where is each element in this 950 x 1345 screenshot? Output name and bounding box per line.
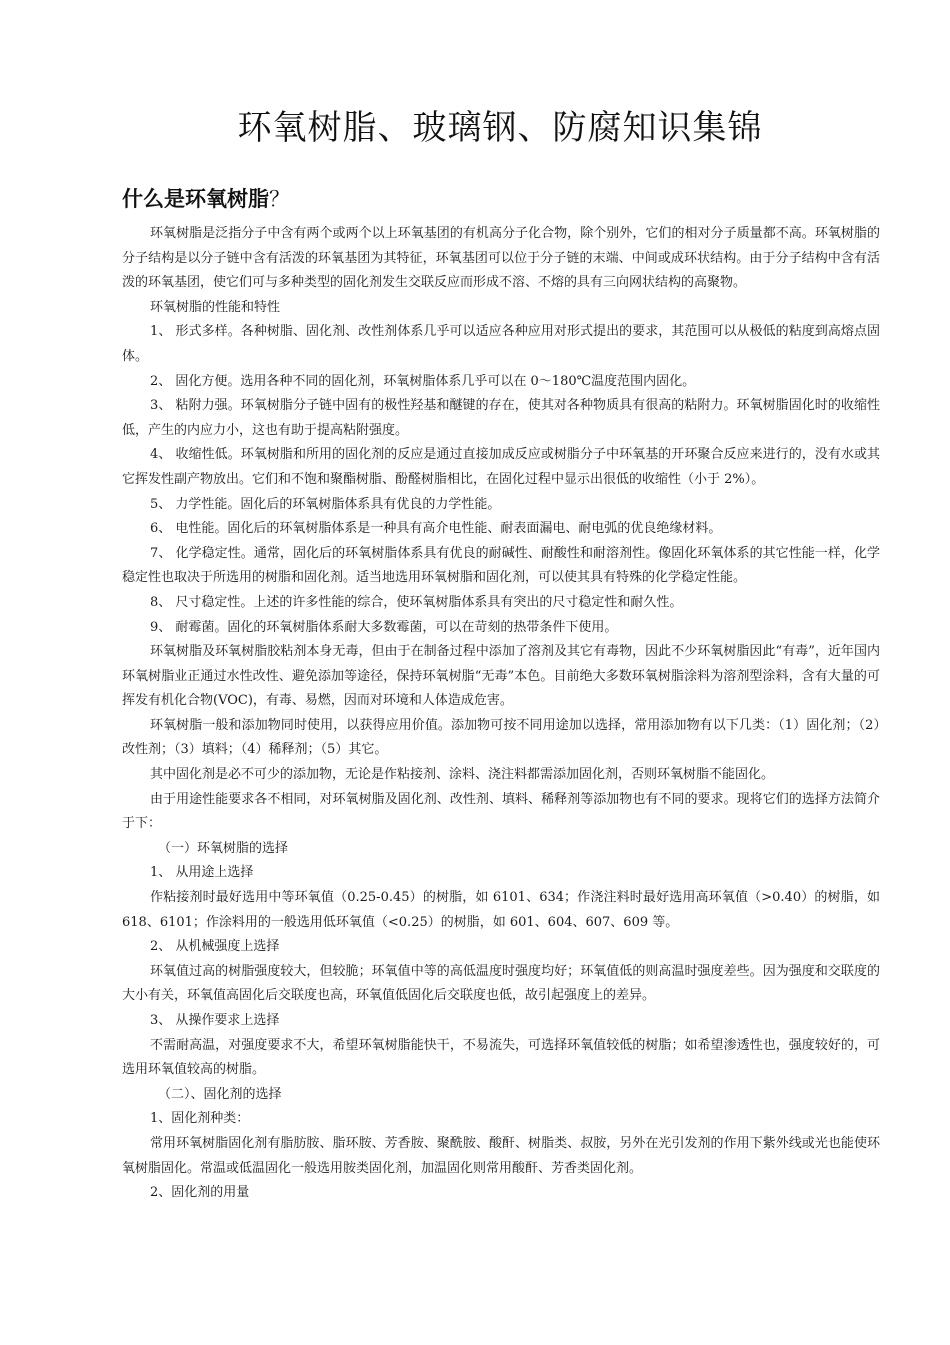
subheading-by-strength: 2、 从机械强度上选择 — [150, 939, 280, 955]
section-heading-mark: ？ — [269, 187, 290, 211]
document-title: 环氧树脂、玻璃钢、防腐知识集锦 — [237, 108, 763, 148]
paragraph-property-5: 5、 力学性能。固化后的环氧树脂体系具有优良的力学性能。 — [150, 496, 501, 512]
paragraph-property-2: 2、 固化方便。选用各种不同的固化剂，环氧树脂体系几乎可以在 0～180℃温度范围内固化。 — [150, 373, 696, 389]
paragraph-property-7: 7、 化学稳定性。通常，固化后的环氧树脂体系具有优良的耐碱性、耐酸性和耐溶剂性。像固化环氧体系的其它性能一样，化学稳定性也取决于所选用的树脂和固化剂。适当地选用环氧树脂和固化剂，可以使其具有特殊的化学稳定性能。 — [122, 545, 880, 586]
paragraph-intro: 环氧树脂是泛指分子中含有两个或两个以上环氧基团的有机高分子化合物，除个别外，它们的相对分子质量都不高。环氧树脂的分子结构是以分子链中含有活泼的环氧基团为其特征，环氧基团可以位于分子链的末端、中间或成环状结构。由于分子结构中含有活泼的环氧基团，使它们可与多种类型的固化剂发生交联反应而形成不溶、不熔的具有三向网状结构的高聚物。 — [122, 226, 880, 291]
subheading-by-operation: 3、 从操作要求上选择 — [150, 1013, 280, 1028]
paragraph-selection-intro: 由于用途性能要求各不相同，对环氧树脂及固化剂、改性剂、填料、稀释剂等添加物也有不同的要求。现将它们的选择方法简介于下： — [122, 791, 880, 832]
subheading-curing-agent-amount: 2、固化剂的用量 — [150, 1185, 250, 1201]
paragraph-by-strength: 环氧值过高的树脂强度较大，但较脆；环氧值中等的高低温度时强度均好；环氧值低的则高温时强度差些。因为强度和交联度的大小有关，环氧值高固化后交联度也高，环氧值低固化后交联度也低，故引起强度上的差异。 — [122, 963, 880, 1004]
subheading-by-use: 1、 从用途上选择 — [150, 865, 254, 881]
paragraph-by-operation: 不需耐高温，对强度要求不大，希望环氧树脂能快干，不易流失，可选择环氧值较低的树脂；如希望渗透性也，强度较好的，可选用环氧值较高的树脂。 — [122, 1037, 880, 1078]
subheading-curing-agent-selection: （二）、固化剂的选择 — [158, 1086, 282, 1102]
paragraph-properties-heading: 环氧树脂的性能和特性 — [150, 299, 281, 315]
paragraph-property-9: 9、 耐霉菌。固化的环氧树脂体系耐大多数霉菌，可以在苛刻的热带条件下使用。 — [150, 619, 618, 635]
paragraph-property-3: 3、 粘附力强。环氧树脂分子链中固有的极性羟基和醚键的存在，使其对各种物质具有很高的粘附力。环氧树脂固化时的收缩性低，产生的内应力小，这也有助于提高粘附强度。 — [122, 398, 880, 438]
paragraph-property-8: 8、 尺寸稳定性。上述的许多性能的综合，使环氧树脂体系具有突出的尺寸稳定性和耐久性。 — [150, 594, 683, 610]
paragraph-toxicity: 环氧树脂及环氧树脂胶粘剂本身无毒，但由于在制备过程中添加了溶剂及其它有毒物，因此不少环氧树脂因此“有毒”，近年国内环氧树脂业正通过水性改性、避免添加等途径，保持环氧树脂“无毒”本色。目前绝大多数环氧树脂涂料为溶剂型涂料，含有大量的可挥发有机化合物(VOC)，有毒、易燃，因而对环境和人体造成危害。 — [122, 644, 880, 709]
subheading-curing-agent-types: 1、固化剂种类： — [150, 1111, 250, 1127]
paragraph-curing-agent: 其中固化剂是必不可少的添加物，无论是作粘接剂、涂料、浇注料都需添加固化剂，否则环氧树脂不能固化。 — [150, 767, 775, 783]
paragraph-property-4: 4、 收缩性低。环氧树脂和所用的固化剂的反应是通过直接加成反应或树脂分子中环氧基的开环聚合反应来进行的，没有水或其它挥发性副产物放出。它们和不饱和聚酯树脂、酚醛树脂相比，在固化过程中显示出很低的收缩性（小于 2%）。 — [122, 447, 880, 487]
paragraph-additives: 环氧树脂一般和添加物同时使用，以获得应用价值。添加物可按不同用途加以选择，常用添加物有以下几类：（1）固化剂；（2）改性剂；（3）填料；（4）稀释剂；（5）其它。 — [122, 717, 880, 758]
document-body — [122, 222, 880, 1206]
paragraph-curing-agent-types: 常用环氧树脂固化剂有脂肪胺、脂环胺、芳香胺、聚酰胺、酸酐、树脂类、叔胺，另外在光引发剂的作用下紫外线或光也能使环氧树脂固化。常温或低温固化一般选用胺类固化剂，加温固化则常用酸酐、芳香类固化剂。 — [122, 1135, 880, 1176]
section-heading-text: 什么是环氧树脂 — [122, 187, 269, 211]
paragraph-property-1: 1、 形式多样。各种树脂、固化剂、改性剂体系几乎可以适应各种应用对形式提出的要求，其范围可以从极低的粘度到高熔点固体。 — [122, 324, 880, 364]
paragraph-by-use: 作粘接剂时最好选用中等环氧值（0.25-0.45）的树脂，如 6101、634；作浇注料时最好选用高环氧值（>0.40）的树脂，如 618、6101；作涂料用的一般选用低环氧值（<0.25）的树脂，如 601、604、607、609 等。 — [122, 890, 880, 930]
section-heading — [122, 183, 290, 213]
paragraph-property-6: 6、 电性能。固化后的环氧树脂体系是一种具有高介电性能、耐表面漏电、耐电弧的优良绝缘材料。 — [150, 521, 722, 537]
subheading-resin-selection: （一）环氧树脂的选择 — [158, 840, 289, 856]
